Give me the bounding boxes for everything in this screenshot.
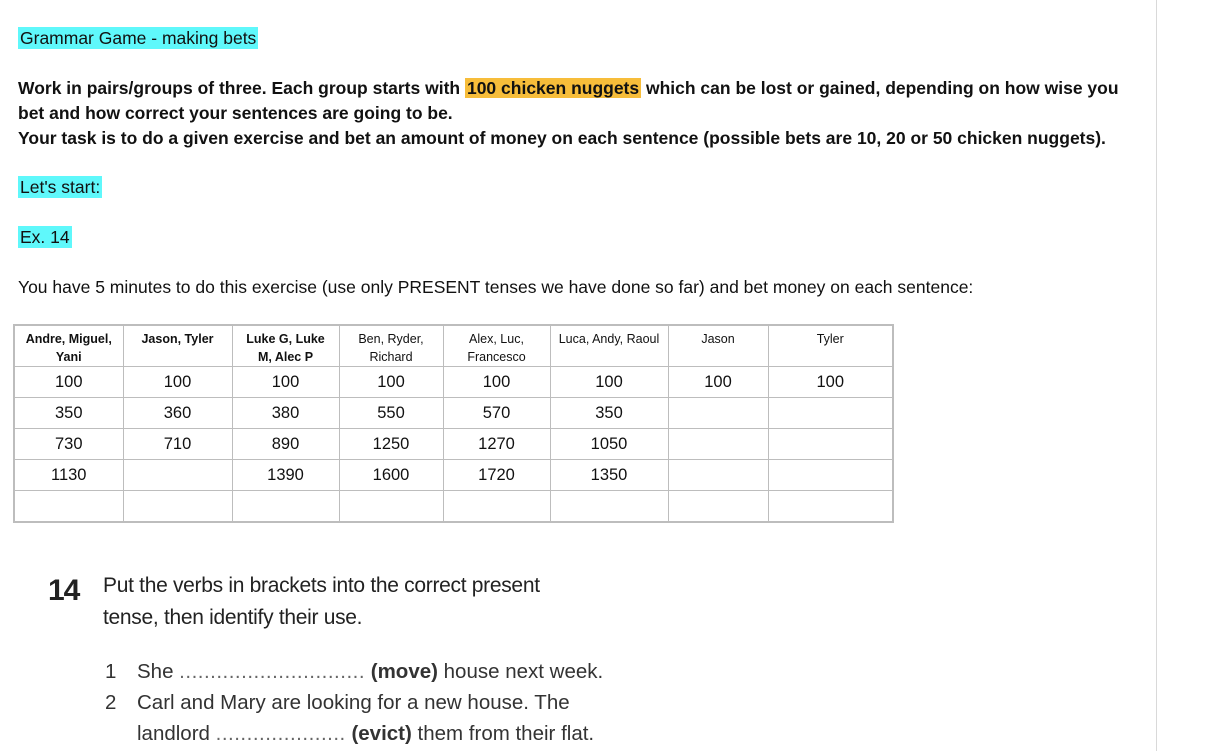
header-line: Ben, Ryder, — [358, 332, 424, 346]
table-cell — [232, 491, 339, 523]
lets-start-label — [18, 177, 102, 198]
instruction-line-2: tense, then identify their use. — [103, 606, 363, 629]
table-cell: 100 — [668, 367, 768, 398]
table-cell: 350 — [550, 398, 668, 429]
answer-blank: ..................... — [215, 722, 346, 745]
table-cell — [123, 460, 232, 491]
table-cell: 1720 — [443, 460, 550, 491]
table-cell: 100 — [123, 367, 232, 398]
header-line: Alex, Luc, — [469, 332, 524, 346]
table-cell — [668, 429, 768, 460]
header-line: Yani — [55, 350, 82, 364]
item-text: Carl and Mary are looking for a new house. The — [137, 691, 570, 714]
intro-text-a: Work in pairs/groups of three. Each group starts with — [18, 78, 465, 98]
exercise-label — [18, 227, 72, 248]
table-header-cell — [550, 325, 668, 367]
table-cell — [443, 491, 550, 523]
task-instructions: You have 5 minutes to do this exercise (use only PRESENT tenses we have done so far) and bet money on each sentence: — [18, 277, 974, 297]
table-cell: 1130 — [14, 460, 123, 491]
header-line: Tyler — [816, 332, 844, 346]
table-row — [14, 460, 893, 491]
table-cell: 100 — [14, 367, 123, 398]
table-cell — [123, 491, 232, 523]
table-cell — [668, 398, 768, 429]
item-number: 2 — [105, 691, 117, 714]
table-row — [14, 429, 893, 460]
page-title — [18, 28, 258, 49]
table-header-cell — [668, 325, 768, 367]
table-cell: 710 — [123, 429, 232, 460]
header-line: Andre, Miguel, — [25, 332, 112, 346]
table-cell — [768, 398, 893, 429]
list-item — [105, 660, 603, 684]
table-cell — [550, 491, 668, 523]
table-cell: 1250 — [339, 429, 443, 460]
table-cell: 1350 — [550, 460, 668, 491]
table-cell: 100 — [768, 367, 893, 398]
lets-start-highlight: Let's start: — [20, 177, 101, 197]
table-cell — [668, 460, 768, 491]
header-line: M, Alec P — [257, 350, 314, 364]
table-row — [14, 398, 893, 429]
header-line: Jason — [701, 332, 735, 346]
table-cell — [668, 491, 768, 523]
table-cell: 550 — [339, 398, 443, 429]
instruction-line-1: Put the verbs in brackets into the correct present — [103, 574, 540, 597]
header-line: Luke G, Luke — [246, 332, 325, 346]
page-right-border — [1156, 0, 1157, 751]
table-cell: 1390 — [232, 460, 339, 491]
item-text: them from their flat. — [411, 722, 595, 745]
table-row — [14, 367, 893, 398]
table-header-cell — [123, 325, 232, 367]
verb-hint: (evict) — [345, 722, 412, 745]
table-cell — [339, 491, 443, 523]
list-item — [137, 722, 594, 746]
answer-blank: .............................. — [179, 660, 366, 683]
intro-line-2: bet and how correct your sentences are going to be. — [18, 103, 453, 123]
table-header-cell — [14, 325, 123, 367]
table-cell: 350 — [14, 398, 123, 429]
table-header-cell — [443, 325, 550, 367]
item-number: 1 — [105, 660, 117, 683]
table-header-cell — [768, 325, 893, 367]
table-cell — [768, 460, 893, 491]
table-cell: 100 — [339, 367, 443, 398]
table-cell — [768, 429, 893, 460]
table-header-cell — [232, 325, 339, 367]
verb-hint: (move) — [365, 660, 438, 683]
exercise-label-highlight: Ex. 14 — [20, 227, 70, 247]
table-cell: 730 — [14, 429, 123, 460]
chicken-nuggets-highlight: 100 chicken nuggets — [466, 78, 640, 98]
book-exercise-number: 14 — [48, 574, 80, 607]
intro-line-1 — [18, 78, 1119, 99]
table-cell: 100 — [443, 367, 550, 398]
header-line: Richard — [369, 350, 413, 364]
book-exercise-instruction — [103, 570, 540, 634]
item-text: house next week. — [437, 660, 604, 683]
header-line: Jason, Tyler — [141, 332, 214, 346]
table-header-cell — [339, 325, 443, 367]
scores-table — [13, 324, 894, 523]
table-cell: 380 — [232, 398, 339, 429]
table-cell: 1050 — [550, 429, 668, 460]
table-cell: 1600 — [339, 460, 443, 491]
intro-line-3: Your task is to do a given exercise and bet an amount of money on each sentence (possible bets are 10, 20 or 50 chicken nuggets). — [18, 128, 1106, 148]
table-cell: 360 — [123, 398, 232, 429]
table-cell: 100 — [232, 367, 339, 398]
title-highlight: Grammar Game - making bets — [20, 28, 257, 48]
table-cell: 1270 — [443, 429, 550, 460]
item-text: She — [137, 660, 180, 683]
table-cell: 100 — [550, 367, 668, 398]
table-cell: 570 — [443, 398, 550, 429]
header-line: Francesco — [467, 350, 526, 364]
table-cell: 890 — [232, 429, 339, 460]
table-cell — [768, 491, 893, 523]
table-row — [14, 491, 893, 523]
table-cell — [14, 491, 123, 523]
header-line: Luca, Andy, Raoul — [558, 332, 660, 346]
item-text: landlord — [137, 722, 216, 745]
intro-text-b: which can be lost or gained, depending on how wise you — [641, 78, 1119, 98]
table-header-row — [14, 325, 893, 367]
list-item — [105, 691, 570, 715]
